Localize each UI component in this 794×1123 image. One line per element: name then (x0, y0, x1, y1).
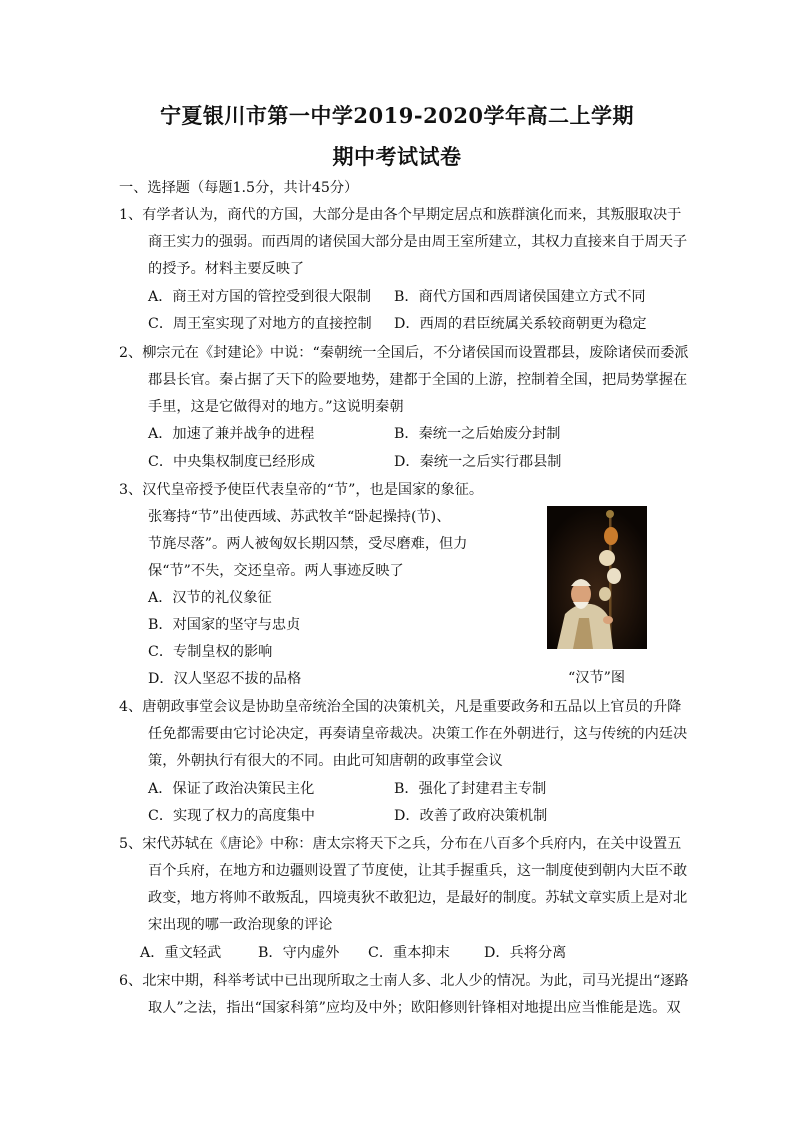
figure-caption: “汉节”图 (568, 670, 626, 686)
q4-line-2: 任免都需要由它讨论决定，再奏请皇帝裁决。决策工作在外朝进行，这与传统的内廷决 (148, 726, 688, 742)
q4-line-3: 策，外朝执行有很大的不同。由此可知唐朝的政事堂会议 (148, 753, 503, 769)
q5-option-d: D．兵将分离 (484, 945, 567, 961)
q2-line-1: 2、柳宗元在《封建论》中说：“秦朝统一全国后，不分诸侯国而设置郡县，废除诸侯而委派 (119, 345, 689, 361)
q3-option-a: A．汉节的礼仪象征 (148, 590, 272, 606)
q1-line-1: 1、有学者认为，商代的方国，大部分是由各个早期定居点和族群演化而来，其叛服取决于 (119, 207, 682, 223)
q2-option-c: C．中央集权制度已经形成 (148, 454, 315, 470)
q4-line-1: 4、唐朝政事堂会议是协助皇帝统治全国的决策机关，凡是重要政务和五品以上官员的升降 (119, 699, 682, 715)
q1-option-a: A．商王对方国的管控受到很大限制 (148, 289, 372, 305)
q1-option-d: D．西周的君臣统属关系较商朝更为稳定 (394, 316, 647, 332)
q1-option-c: C．周王室实现了对地方的直接控制 (148, 316, 372, 332)
q5-line-1: 5、宋代苏轼在《唐论》中称：唐太宗将天下之兵，分布在八百多个兵府内，在关中设置五 (119, 836, 682, 852)
q5-option-c: C．重本抑末 (368, 945, 450, 961)
q1-option-b: B．商代方国和西周诸侯国建立方式不同 (394, 289, 646, 305)
q5-option-b: B．守内虚外 (258, 945, 340, 961)
q2-option-a: A．加速了兼并战争的进程 (148, 426, 315, 442)
q5-line-2: 百个兵府，在地方和边疆则设置了节度使，让其手握重兵，这一制度使到朝内大臣不敢 (148, 863, 688, 879)
q3-option-d: D．汉人坚忍不拔的品格 (148, 671, 302, 687)
han-jie-photo (547, 506, 647, 649)
q3-line-1: 3、汉代皇帝授予使臣代表皇帝的“节”，也是国家的象征。 (119, 482, 484, 498)
q2-option-d: D．秦统一之后实行郡县制 (394, 454, 562, 470)
q3-option-b: B．对国家的坚守与忠贞 (148, 617, 301, 633)
q4-option-a: A．保证了政治决策民主化 (148, 781, 315, 797)
q5-option-a: A．重文轻武 (140, 945, 222, 961)
q5-line-4: 宋出现的哪一政治现象的评论 (148, 917, 333, 933)
q2-line-3: 手里，这是它做得对的地方。”这说明秦朝 (148, 399, 404, 415)
q3-line-3: 节旄尽落”。两人被匈奴长期囚禁，受尽磨难，但力 (148, 536, 468, 552)
q6-line-2: 取人”之法，指出“国家科第”应均及中外；欧阳修则针锋相对地提出应当惟能是选。双 (148, 1000, 681, 1016)
q2-line-2: 郡县长官。秦占据了天下的险要地势，建都于全国的上游，控制着全国，把局势掌握在 (148, 372, 688, 388)
q6-line-1: 6、北宋中期，科举考试中已出现所取之士南人多、北人少的情况。为此，司马光提出“逐路 (119, 973, 689, 989)
q4-option-c: C．实现了权力的高度集中 (148, 808, 315, 824)
q4-option-b: B．强化了封建君主专制 (394, 781, 547, 797)
q3-line-2: 张骞持“节”出使西域、苏武牧羊“卧起操持(节)、 (148, 509, 451, 525)
q5-line-3: 政变，地方将帅不敢叛乱，四境夷狄不敢犯边，是最好的制度。苏轼文章实质上是对北 (148, 890, 688, 906)
han-jie-illustration (547, 506, 647, 649)
q2-option-b: B．秦统一之后始废分封制 (394, 426, 561, 442)
q4-option-d: D．改善了政府决策机制 (394, 808, 548, 824)
q3-line-4: 保“节”不失，交还皇帝。两人事迹反映了 (148, 563, 404, 579)
q1-line-2: 商王实力的强弱。而西周的诸侯国大部分是由周王室所建立，其权力直接来自于周天子 (148, 234, 688, 250)
q3-option-c: C．专制皇权的影响 (148, 644, 273, 660)
exam-subtitle: 期中考试试卷 (332, 144, 462, 169)
exam-title: 宁夏银川市第一中学2019-2020学年高二上学期 (159, 103, 635, 128)
section-heading: 一、选择题（每题1.5分，共计45分） (119, 180, 359, 196)
q1-line-3: 的授予。材料主要反映了 (148, 261, 305, 277)
